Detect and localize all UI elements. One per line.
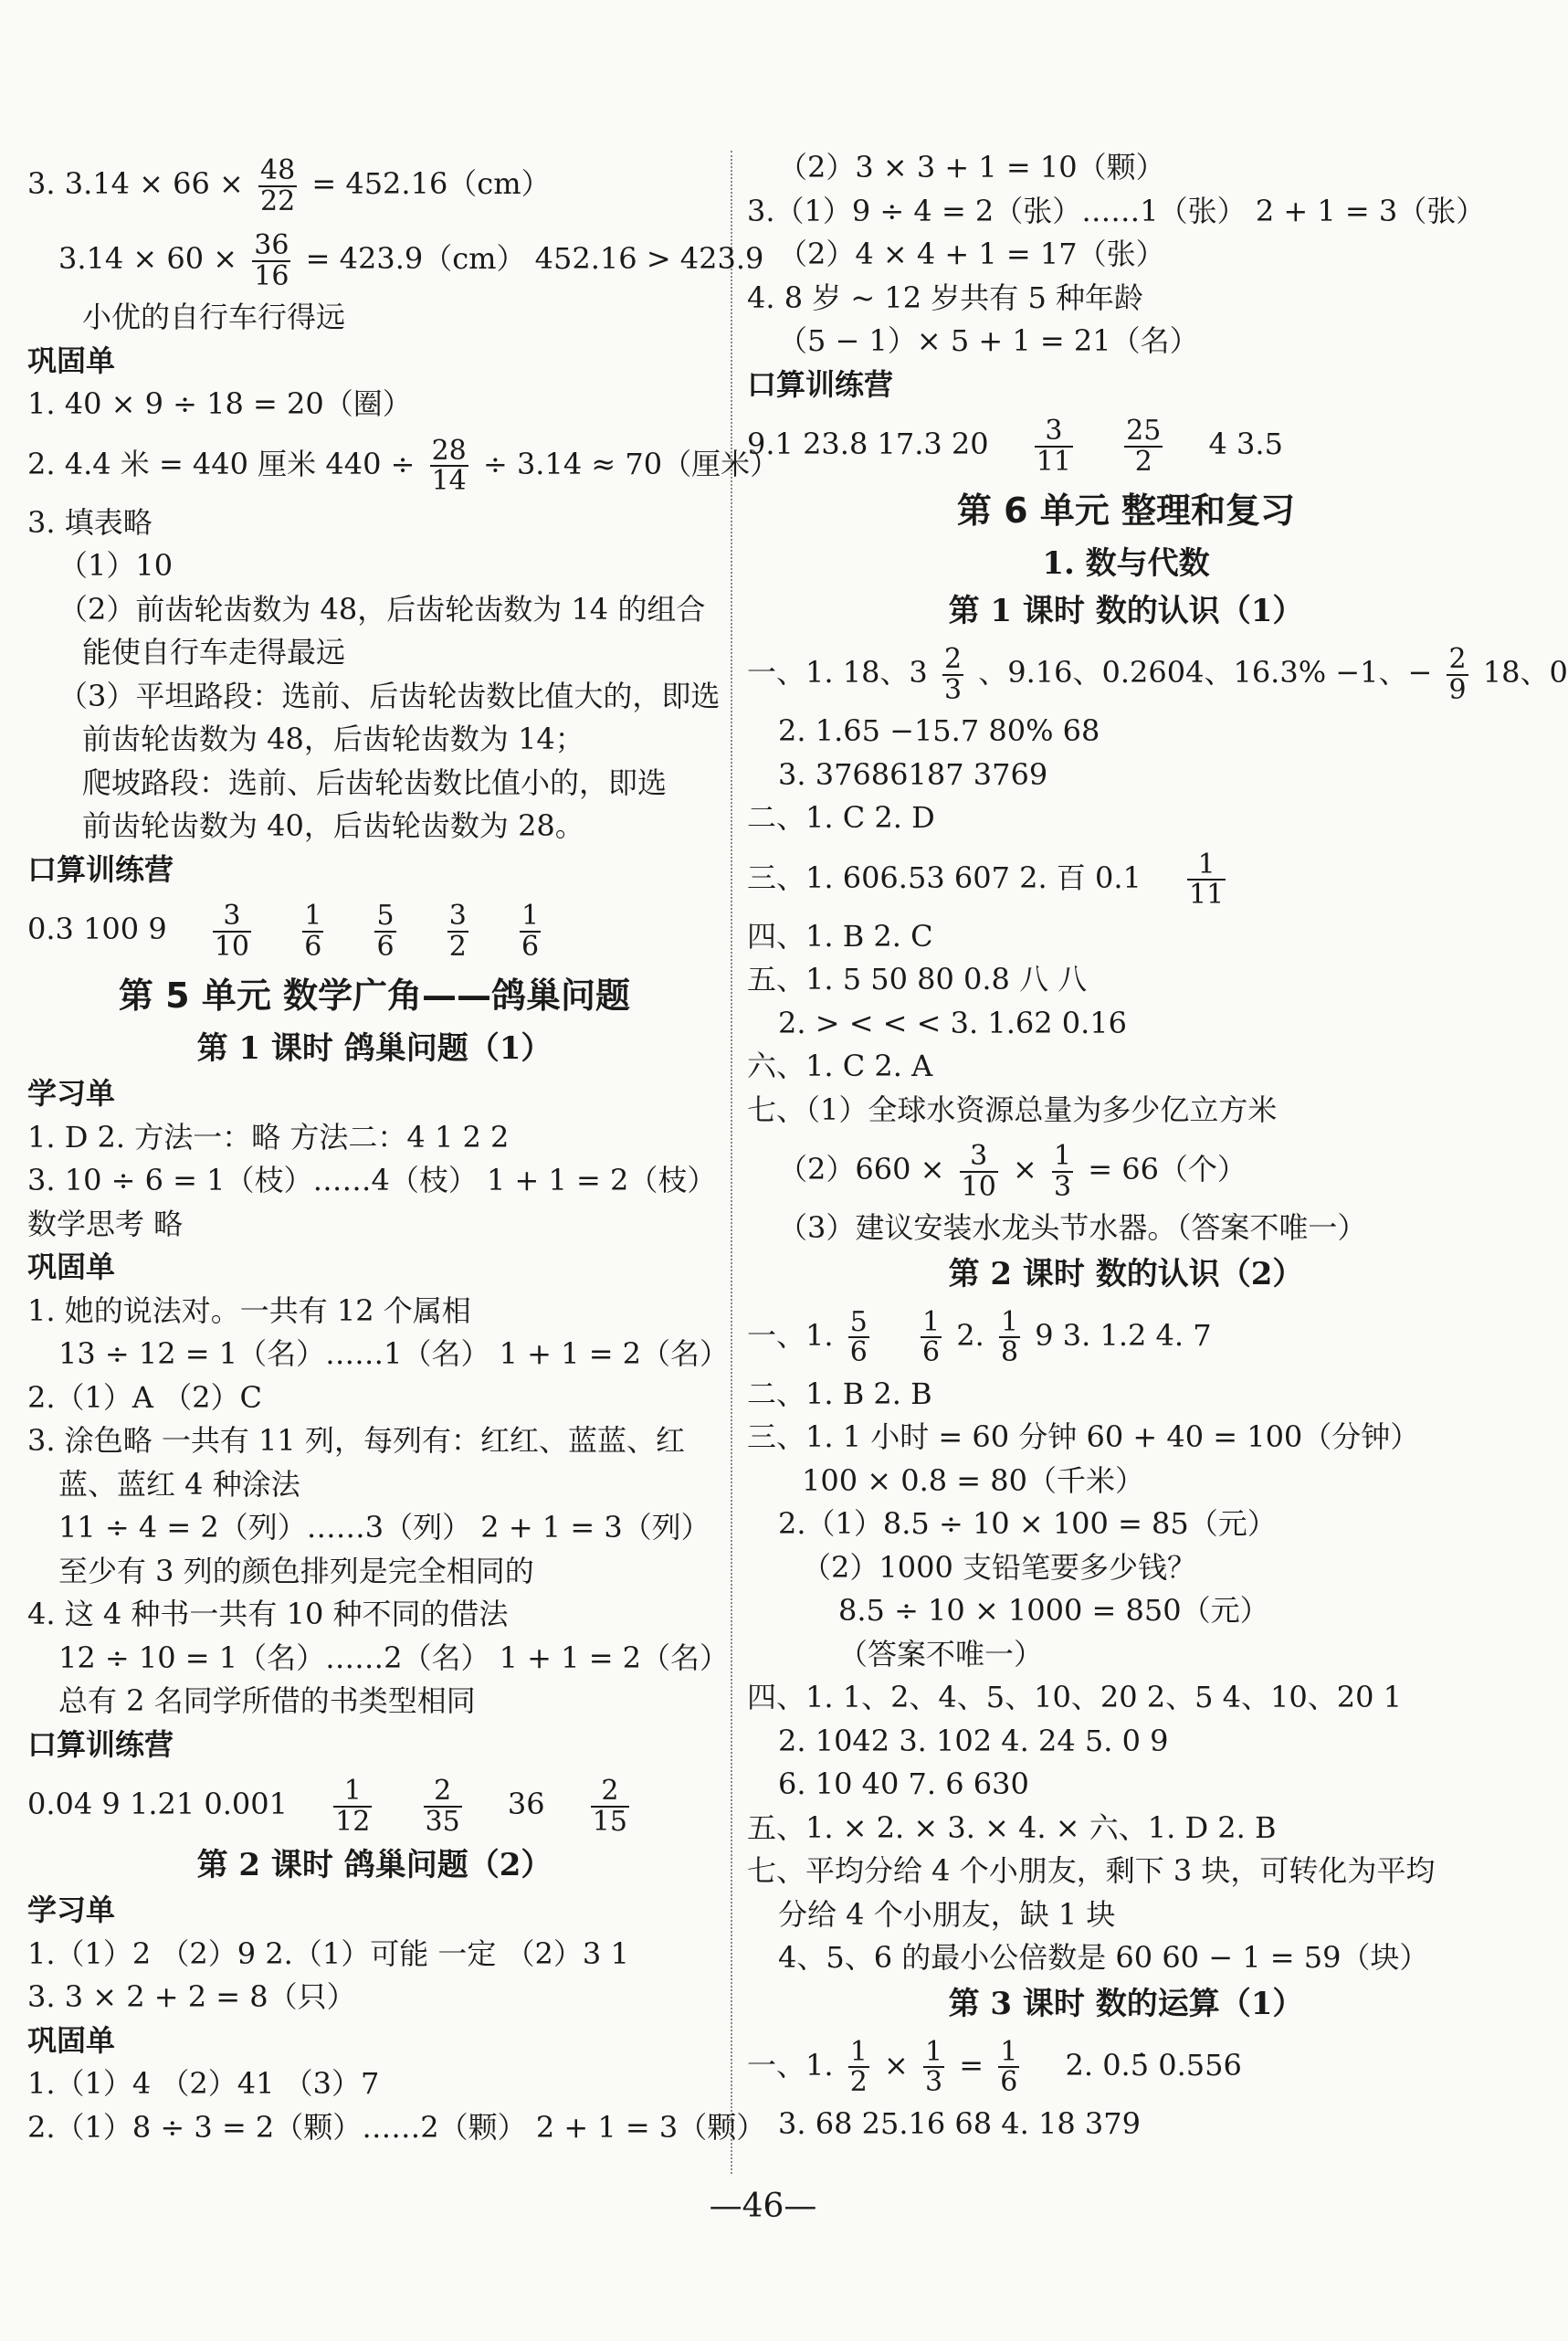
answer-line: 七、平均分给 4 个小朋友，剩下 3 块，可转化为平均 (747, 1853, 1436, 1888)
text: × (1012, 1152, 1037, 1186)
answer-line (747, 2028, 1505, 2103)
fraction (1187, 850, 1226, 910)
answer-line: 总有 2 名同学所借的书类型相同 (58, 1683, 476, 1718)
fraction (1052, 1142, 1073, 1201)
lesson-title: 第 2 课时 鸽巢问题（2） (196, 1847, 552, 1883)
answer-line: 3. 填表略 (27, 504, 153, 540)
answer-line (747, 1298, 1505, 1373)
numerator: 25 (1126, 415, 1162, 447)
fraction (520, 902, 541, 961)
denominator: 2 (1134, 445, 1152, 478)
denominator: 10 (214, 930, 250, 963)
lesson-title: 第 2 课时 数的认识（2） (948, 1255, 1304, 1292)
text: 0.3 100 9 (27, 912, 167, 946)
denominator: 6 (521, 930, 540, 963)
denominator: 14 (431, 465, 467, 497)
answer-line (27, 427, 780, 501)
text: 4 3.5 (1208, 427, 1283, 461)
text: 2. 0.5̇ 0.556 (1065, 2047, 1242, 2083)
fraction (999, 1305, 1020, 1368)
denominator: 9 (1448, 673, 1467, 706)
answer-line: 四、1. 1、2、4、5、10、20 2、5 4、10、20 1 (747, 1680, 1402, 1714)
numerator: 3 (1035, 417, 1073, 448)
answer-line: （2）1000 支铅笔要多少钱？ (802, 1549, 1196, 1585)
fraction (998, 2035, 1019, 2098)
answer-line: 1.（1）2 （2）9 2.（1）可能 一定 （2）3 1 (27, 1935, 629, 1971)
denominator: 6 (304, 930, 322, 963)
answer-line: 1. 40 × 9 ÷ 18 = 20（圈） (27, 386, 412, 421)
lesson-title: 第 1 课时 数的认识（1） (948, 593, 1304, 629)
denominator: 3 (1053, 1170, 1072, 1203)
answer-line: 分给 4 个小朋友，缺 1 块 (778, 1896, 1116, 1932)
denominator: 12 (335, 1805, 371, 1838)
section-heading: 学习单 (27, 1076, 116, 1111)
answer-line: 8.5 ÷ 10 × 1000 = 850（元） (838, 1593, 1269, 1628)
fraction (213, 902, 251, 961)
answer-line: 12 ÷ 10 = 1（名）……2（名） 1 + 1 = 2（名） (58, 1640, 730, 1675)
answer-line: 五、1. 5 50 80 0.8 八 八 (747, 962, 1088, 997)
answer-line: 1. 她的说法对。一共有 12 个属相 (27, 1292, 471, 1328)
numerator: 1 (521, 900, 540, 932)
answer-line: 3. 3 × 2 + 2 = 8（只） (27, 1979, 356, 2014)
denominator: 10 (961, 1170, 996, 1203)
answer-line: 3. 涂色略 一共有 11 列，每列有：红红、蓝蓝、红 (27, 1423, 685, 1458)
unit-title: 第 5 单元 数学广角——鸽巢问题 (118, 975, 631, 1016)
answer-line: 2.（1）A （2）C (27, 1379, 263, 1415)
answer-line: 爬坡路段：选前、后齿轮齿数比值小的，即选 (82, 765, 668, 800)
section-heading: 巩固单 (27, 1250, 116, 1284)
numerator: 3 (213, 902, 251, 933)
denominator: 3 (943, 673, 963, 706)
answer-line: 七、（1）全球水资源总量为多少亿立方米 (747, 1091, 1278, 1127)
numerator: 3 (448, 900, 467, 932)
fraction (921, 1305, 942, 1368)
answer-line: （答案不唯一） (838, 1636, 1044, 1671)
numerator: 2 (424, 1777, 462, 1808)
answer-line: 能使自行车走得最远 (82, 635, 346, 670)
answer-line (747, 840, 1505, 915)
numerator: 1 (1000, 1305, 1019, 1338)
numerator: 2 (1448, 643, 1467, 675)
answer-line: 100 × 0.8 = 80（千米） (802, 1462, 1145, 1498)
answer-line: 4. 这 4 种书一共有 10 种不同的借法 (27, 1597, 509, 1631)
section-heading: 口算训练营 (27, 1726, 174, 1762)
text: 18、0 (1482, 655, 1568, 690)
answer-line: （3）建议安装水龙头节水器。（答案不唯一） (778, 1210, 1367, 1245)
denominator: 15 (592, 1805, 627, 1838)
answer-line: 前齿轮齿数为 48，后齿轮齿数为 14； (82, 722, 584, 756)
denominator: 6 (849, 1336, 868, 1368)
answer-line (747, 635, 1568, 710)
answer-line (27, 891, 721, 966)
numerator: 5 (376, 900, 395, 932)
fraction (252, 231, 290, 290)
numerator: 36 (254, 229, 289, 261)
numerator: 1 (921, 1305, 941, 1338)
numerator: 2 (943, 643, 963, 675)
fraction (848, 1305, 869, 1368)
answer-line: 3. 37686187 3769 (778, 756, 1048, 792)
text: 三、1. 606.53 607 2. 百 0.1 (747, 859, 1142, 895)
fraction (848, 2035, 869, 2098)
text: 、9.16、0.2604、16.3% −1、− (978, 655, 1433, 690)
numerator: 28 (431, 434, 467, 467)
page-number: —46— (709, 2188, 817, 2225)
fraction (1035, 417, 1073, 476)
numerator: 1 (1187, 850, 1226, 881)
answer-line: 1. D 2. 方法一：略 方法二：4 1 2 2 (27, 1119, 510, 1155)
numerator: 1 (849, 2035, 868, 2068)
denominator: 6 (376, 930, 395, 963)
numerator: 2 (591, 1777, 629, 1808)
answer-line: 小优的自行车行得远 (82, 300, 346, 334)
answer-line: （2）前齿轮齿数为 48，后齿轮齿数为 14 的组合 (58, 591, 706, 627)
answer-line: 3.（1）9 ÷ 4 = 2（张）……1（张） 2 + 1 = 3（张） (747, 193, 1486, 228)
denominator: 11 (1189, 879, 1225, 911)
section-heading: 口算训练营 (27, 851, 174, 887)
answer-line: 三、1. 1 小时 = 60 分钟 60 + 40 = 100（分钟） (747, 1419, 1420, 1454)
fraction (1447, 645, 1468, 704)
denominator: 11 (1036, 445, 1071, 478)
text: 0.04 9 1.21 0.001 (27, 1787, 288, 1821)
fraction (960, 1142, 998, 1201)
answer-line: 2.（1）8.5 ÷ 10 × 100 = 85（元） (778, 1506, 1277, 1541)
fraction (258, 156, 297, 216)
answer-line: （1）10 (58, 548, 174, 583)
numerator: 1 (304, 900, 322, 932)
answer-line: 二、1. C 2. D (747, 800, 935, 835)
answer-line (27, 1766, 721, 1841)
answer-line (747, 1132, 1505, 1207)
answer-line: 2. > < < < 3. 1.62 0.16 (778, 1005, 1128, 1040)
answer-line: 四、1. B 2. C (747, 918, 933, 954)
numerator: 1 (1053, 1140, 1072, 1172)
text: 9 3. 1.2 4. 7 (1035, 1317, 1212, 1353)
fraction (333, 1777, 372, 1836)
unit-title: 第 6 单元 整理和复习 (956, 490, 1296, 531)
answer-line: 2.（1）8 ÷ 3 = 2（颗）……2（颗） 2 + 1 = 3（颗） (27, 2109, 766, 2145)
answer-line: 4、5、6 的最小公倍数是 60 60 − 1 = 59（块） (778, 1940, 1429, 1975)
fraction (430, 434, 468, 497)
text: 3. 3.14 × 66 × (27, 166, 244, 201)
section-heading: 学习单 (27, 1893, 116, 1927)
numerator: 1 (1000, 2035, 1018, 2068)
answer-line: 3. 68 25.16 68 4. 18 379 (778, 2105, 1141, 2141)
numerator: 1 (924, 2035, 943, 2068)
text: 一、1. 18、3 (747, 655, 928, 690)
text: 2. (956, 1317, 984, 1353)
answer-line: 1.（1）4 （2）41 （3）7 (27, 2066, 380, 2101)
text: = (959, 2047, 984, 2083)
denominator: 22 (259, 185, 296, 217)
text: 36 (507, 1787, 545, 1821)
answer-line: 二、1. B 2. B (747, 1376, 932, 1411)
denominator: 16 (254, 259, 289, 292)
answer-line: （5 − 1）× 5 + 1 = 21（名） (778, 323, 1199, 358)
fraction (447, 902, 468, 961)
text: × (883, 2047, 909, 2083)
fraction (424, 1777, 462, 1836)
numerator: 1 (333, 1777, 372, 1808)
fraction (923, 2035, 944, 2098)
answer-line: 六、1. C 2. A (747, 1049, 933, 1083)
section-heading: 巩固单 (27, 2022, 116, 2058)
answer-line: 数学思考 略 (27, 1206, 184, 1241)
text: 一、1. (747, 1317, 834, 1353)
text: = 66（个） (1088, 1152, 1247, 1186)
answer-line: 至少有 3 列的颜色排列是完全相同的 (58, 1553, 534, 1588)
denominator: 6 (921, 1336, 941, 1368)
answer-line: （2）3 × 3 + 1 = 10（颗） (778, 150, 1165, 185)
answer-line: 前齿轮齿数为 40，后齿轮齿数为 28。 (82, 808, 584, 843)
text: 3.14 × 60 × (58, 241, 238, 276)
answer-line: 4. 8 岁 ~ 12 岁共有 5 种年龄 (747, 279, 1143, 315)
fraction (374, 902, 395, 961)
text: = 452.16（cm） (311, 166, 551, 201)
section-title: 1. 数与代数 (1042, 545, 1210, 582)
answer-line: 3. 10 ÷ 6 = 1（枝）……4（枝） 1 + 1 = 2（枝） (27, 1163, 717, 1197)
text: 一、1. (747, 2047, 834, 2083)
section-heading: 口算训练营 (747, 366, 894, 402)
denominator: 35 (425, 1805, 460, 1838)
lesson-title: 第 3 课时 数的运算（1） (948, 1985, 1304, 2022)
denominator: 2 (849, 2066, 868, 2098)
fraction (302, 902, 323, 961)
answer-line (27, 146, 721, 221)
answer-line: （3）平坦路段：选前、后齿轮齿数比值大的，即选 (58, 678, 721, 713)
left-column (27, 146, 780, 2149)
denominator: 2 (448, 930, 467, 963)
text: = 423.9（cm） 452.16 > 423.9 (305, 241, 764, 276)
answer-line (747, 406, 1505, 481)
text: 9.1 23.8 17.3 20 (747, 427, 989, 461)
section-heading: 巩固单 (27, 343, 116, 378)
fraction (1124, 417, 1163, 476)
numerator: 5 (849, 1305, 868, 1338)
answer-line (27, 221, 764, 296)
answer-line: 2. 1.65 −15.7 80% 68 (778, 713, 1100, 748)
text: （2）660 × (778, 1152, 945, 1186)
fraction (591, 1777, 629, 1836)
denominator: 8 (1000, 1336, 1019, 1368)
fraction (942, 645, 963, 704)
answer-line: 蓝、蓝红 4 种涂法 (58, 1466, 300, 1502)
text: ÷ 3.14 ≈ 70（厘米） (482, 446, 780, 481)
lesson-title: 第 1 课时 鸽巢问题（1） (196, 1030, 552, 1067)
denominator: 3 (924, 2066, 943, 2098)
denominator: 6 (1000, 2066, 1018, 2098)
answer-line: 6. 10 40 7. 6 630 (778, 1766, 1029, 1801)
answer-line: 13 ÷ 12 = 1（名）……1（名） 1 + 1 = 2（名） (58, 1336, 730, 1371)
answer-line: （2）4 × 4 + 1 = 17（张） (778, 237, 1165, 271)
text: 2. 4.4 米 = 440 厘米 440 ÷ (27, 446, 416, 481)
right-column (747, 146, 1568, 2146)
answer-line: 2. 1042 3. 102 4. 24 5. 0 9 (778, 1723, 1169, 1758)
answer-line: 五、1. × 2. × 3. × 4. × 六、1. D 2. B (747, 1809, 1277, 1845)
numerator: 3 (960, 1142, 998, 1173)
answer-line: 11 ÷ 4 = 2（列）……3（列） 2 + 1 = 3（列） (58, 1510, 710, 1545)
numerator: 48 (259, 154, 296, 186)
